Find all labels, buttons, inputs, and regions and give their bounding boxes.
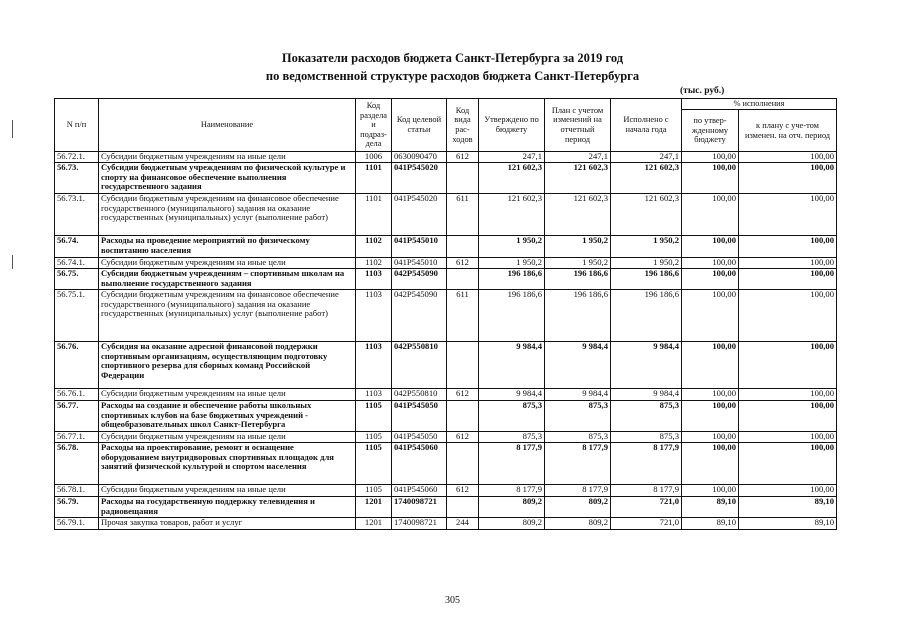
cell-kind: 612 [447, 389, 479, 401]
cell-approved: 1 950,2 [479, 258, 545, 269]
cell-num: 56.75. [55, 269, 99, 290]
cell-exec: 121 602,3 [611, 163, 682, 194]
cell-target: 1740098721 [392, 518, 447, 530]
cell-pct1: 100,00 [682, 342, 739, 389]
cell-target: 041P545020 [392, 163, 447, 194]
cell-kind [447, 342, 479, 389]
cell-pct1: 100,00 [682, 290, 739, 342]
cell-num: 56.77. [55, 401, 99, 432]
col-header-num: N п/п [55, 99, 99, 152]
col-header-pct-plan: к плану с уче-том изменен. на отч. период [739, 110, 837, 152]
cell-section: 1102 [356, 236, 392, 258]
cell-approved: 809,2 [479, 518, 545, 530]
cell-approved: 196 186,6 [479, 290, 545, 342]
cell-pct2: 89,10 [739, 518, 837, 530]
cell-name: Расходы на создание и обеспечение работы школьных спортивных клубов на базе бюджетных учреждений - общеобразовательных школ Санкт-Петербурга [99, 401, 356, 432]
cell-section: 1101 [356, 163, 392, 194]
cell-exec: 875,3 [611, 432, 682, 443]
cell-plan: 875,3 [545, 432, 611, 443]
cell-pct2: 100,00 [739, 290, 837, 342]
cell-pct1: 100,00 [682, 152, 739, 163]
table-row [55, 194, 837, 236]
table-row [55, 163, 837, 194]
cell-kind: 612 [447, 432, 479, 443]
cell-num: 56.77.1. [55, 432, 99, 443]
cell-exec: 9 984,4 [611, 389, 682, 401]
col-header-approved: Утверждено по бюджету [479, 99, 545, 152]
cell-pct1: 100,00 [682, 269, 739, 290]
cell-kind [447, 269, 479, 290]
scan-mark [12, 120, 13, 138]
table-row [55, 236, 837, 258]
cell-plan: 875,3 [545, 401, 611, 432]
cell-exec: 875,3 [611, 401, 682, 432]
cell-name: Субсидии бюджетным учреждениям на иные цели [99, 258, 356, 269]
cell-approved: 8 177,9 [479, 443, 545, 485]
page-number: 305 [445, 595, 460, 606]
cell-section: 1103 [356, 290, 392, 342]
cell-exec: 8 177,9 [611, 443, 682, 485]
cell-exec: 8 177,9 [611, 485, 682, 497]
cell-num: 56.79. [55, 497, 99, 518]
cell-name: Расходы на проектирование, ремонт и оснащение оборудованием внутридворовых спортивных площадок для занятий физической культурой и спортом населения [99, 443, 356, 485]
cell-target: 041P545010 [392, 236, 447, 258]
cell-pct2: 100,00 [739, 269, 837, 290]
cell-num: 56.76. [55, 342, 99, 389]
cell-kind: 612 [447, 152, 479, 163]
table-row [55, 342, 837, 389]
table-row [55, 389, 837, 401]
table-row [55, 290, 837, 342]
cell-kind: 611 [447, 290, 479, 342]
cell-exec: 121 602,3 [611, 194, 682, 236]
col-header-kind: Код вида рас-ходов [447, 99, 479, 152]
cell-name: Субсидии бюджетным учреждениям по физической культуре и спорту на финансовое обеспечение выполнения государственного задания [99, 163, 356, 194]
cell-target: 041P545050 [392, 432, 447, 443]
cell-section: 1201 [356, 518, 392, 530]
col-header-section: Код раздела и подраз-дела [356, 99, 392, 152]
cell-pct2: 100,00 [739, 432, 837, 443]
page-title: Показатели расходов бюджета Санкт-Петербурга за 2019 год [281, 51, 624, 65]
cell-pct2: 89,10 [739, 497, 837, 518]
cell-exec: 1 950,2 [611, 236, 682, 258]
cell-pct1: 100,00 [682, 389, 739, 401]
cell-target: 041P545050 [392, 401, 447, 432]
scan-mark [12, 255, 13, 269]
cell-target: 042P545090 [392, 290, 447, 342]
cell-plan: 196 186,6 [545, 269, 611, 290]
page-subtitle: по ведомственной структуре расходов бюджета Санкт-Петербурга [265, 69, 640, 83]
cell-num: 56.78.1. [55, 485, 99, 497]
cell-section: 1105 [356, 401, 392, 432]
cell-name: Расходы на государственную поддержку телевидения и радиовещания [99, 497, 356, 518]
cell-section: 1103 [356, 342, 392, 389]
cell-name: Расходы на проведение мероприятий по физическому воспитанию населения [99, 236, 356, 258]
cell-pct1: 100,00 [682, 194, 739, 236]
cell-pct2: 100,00 [739, 389, 837, 401]
cell-pct2: 100,00 [739, 401, 837, 432]
units-label: (тыс. руб.) [680, 86, 725, 96]
cell-plan: 196 186,6 [545, 290, 611, 342]
cell-kind [447, 163, 479, 194]
cell-plan: 247,1 [545, 152, 611, 163]
cell-approved: 121 602,3 [479, 194, 545, 236]
cell-name: Субсидии бюджетным учреждениям на финансовое обеспечение государственного (муниципального) задания на оказание государственных (муниципальных) услуг (выполнение работ) [99, 194, 356, 236]
cell-approved: 875,3 [479, 401, 545, 432]
cell-exec: 721,0 [611, 518, 682, 530]
cell-pct1: 89,10 [682, 518, 739, 530]
table-body [55, 152, 837, 530]
cell-pct2: 100,00 [739, 443, 837, 485]
cell-pct2: 100,00 [739, 258, 837, 269]
cell-plan: 9 984,4 [545, 389, 611, 401]
cell-exec: 721,0 [611, 497, 682, 518]
cell-name: Субсидия на оказание адресной финансовой поддержки спортивным организациям, осуществляющим подготовку спортивного резерва для сборных команд Российской Федерации [99, 342, 356, 389]
cell-target: 1740098721 [392, 497, 447, 518]
cell-name: Субсидии бюджетным учреждениям на иные цели [99, 432, 356, 443]
cell-plan: 809,2 [545, 518, 611, 530]
cell-pct1: 100,00 [682, 258, 739, 269]
col-header-pct-group: % исполнения [682, 99, 837, 110]
cell-num: 56.78. [55, 443, 99, 485]
cell-num: 56.79.1. [55, 518, 99, 530]
table-row [55, 401, 837, 432]
cell-pct1: 100,00 [682, 485, 739, 497]
cell-pct2: 100,00 [739, 485, 837, 497]
cell-pct2: 100,00 [739, 194, 837, 236]
cell-pct1: 100,00 [682, 236, 739, 258]
table-row [55, 485, 837, 497]
col-header-name: Наименование [99, 99, 356, 152]
cell-approved: 9 984,4 [479, 389, 545, 401]
cell-section: 1201 [356, 497, 392, 518]
col-header-exec: Исполнено с начала года [611, 99, 682, 152]
cell-exec: 247,1 [611, 152, 682, 163]
cell-target: 0630090470 [392, 152, 447, 163]
cell-approved: 8 177,9 [479, 485, 545, 497]
cell-name: Субсидии бюджетным учреждениям на иные цели [99, 389, 356, 401]
col-header-target: Код целевой статьи [392, 99, 447, 152]
cell-num: 56.74. [55, 236, 99, 258]
col-header-pct-approved: по утвер-жденному бюджету [682, 110, 739, 152]
cell-exec: 196 186,6 [611, 269, 682, 290]
table-row [55, 258, 837, 269]
cell-pct2: 100,00 [739, 342, 837, 389]
cell-section: 1105 [356, 485, 392, 497]
cell-num: 56.73. [55, 163, 99, 194]
cell-plan: 8 177,9 [545, 485, 611, 497]
cell-plan: 8 177,9 [545, 443, 611, 485]
cell-plan: 9 984,4 [545, 342, 611, 389]
cell-approved: 121 602,3 [479, 163, 545, 194]
cell-section: 1101 [356, 194, 392, 236]
cell-approved: 1 950,2 [479, 236, 545, 258]
cell-target: 042P545090 [392, 269, 447, 290]
cell-kind: 611 [447, 194, 479, 236]
table-row [55, 518, 837, 530]
cell-pct1: 89,10 [682, 497, 739, 518]
cell-approved: 809,2 [479, 497, 545, 518]
cell-target: 041P545020 [392, 194, 447, 236]
cell-target: 041P545060 [392, 485, 447, 497]
cell-kind: 612 [447, 485, 479, 497]
table-row [55, 152, 837, 163]
cell-section: 1102 [356, 258, 392, 269]
cell-kind: 612 [447, 258, 479, 269]
cell-kind: 244 [447, 518, 479, 530]
col-header-plan: План с учетом изменений на отчетный период [545, 99, 611, 152]
cell-approved: 9 984,4 [479, 342, 545, 389]
cell-kind [447, 236, 479, 258]
cell-pct1: 100,00 [682, 432, 739, 443]
cell-approved: 247,1 [479, 152, 545, 163]
cell-section: 1105 [356, 432, 392, 443]
cell-approved: 196 186,6 [479, 269, 545, 290]
cell-target: 041P545010 [392, 258, 447, 269]
cell-name: Субсидии бюджетным учреждениям на финансовое обеспечение государственного (муниципального) задания на оказание государственных (муниципальных) услуг (выполнение работ) [99, 290, 356, 342]
cell-plan: 1 950,2 [545, 236, 611, 258]
table-row [55, 443, 837, 485]
cell-exec: 9 984,4 [611, 342, 682, 389]
cell-exec: 196 186,6 [611, 290, 682, 342]
cell-num: 56.72.1. [55, 152, 99, 163]
cell-name: Субсидии бюджетным учреждениям на иные цели [99, 485, 356, 497]
cell-num: 56.73.1. [55, 194, 99, 236]
cell-section: 1105 [356, 443, 392, 485]
cell-pct1: 100,00 [682, 163, 739, 194]
table-row [55, 432, 837, 443]
table-row [55, 269, 837, 290]
cell-plan: 121 602,3 [545, 163, 611, 194]
cell-plan: 121 602,3 [545, 194, 611, 236]
cell-plan: 809,2 [545, 497, 611, 518]
cell-pct2: 100,00 [739, 152, 837, 163]
cell-kind [447, 401, 479, 432]
cell-num: 56.74.1. [55, 258, 99, 269]
cell-plan: 1 950,2 [545, 258, 611, 269]
cell-pct2: 100,00 [739, 163, 837, 194]
cell-num: 56.75.1. [55, 290, 99, 342]
cell-num: 56.76.1. [55, 389, 99, 401]
cell-target: 041P545060 [392, 443, 447, 485]
cell-kind [447, 443, 479, 485]
cell-pct1: 100,00 [682, 401, 739, 432]
cell-approved: 875,3 [479, 432, 545, 443]
table-row [55, 497, 837, 518]
cell-pct2: 100,00 [739, 236, 837, 258]
cell-name: Субсидии бюджетным учреждениям – спортивным школам на выполнение государственного задания [99, 269, 356, 290]
cell-section: 1006 [356, 152, 392, 163]
cell-kind [447, 497, 479, 518]
cell-section: 1103 [356, 389, 392, 401]
cell-target: 042P550810 [392, 389, 447, 401]
cell-name: Субсидии бюджетным учреждениям на иные цели [99, 152, 356, 163]
expenses-table [54, 98, 837, 530]
cell-name: Прочая закупка товаров, работ и услуг [99, 518, 356, 530]
cell-pct1: 100,00 [682, 443, 739, 485]
cell-exec: 1 950,2 [611, 258, 682, 269]
cell-section: 1103 [356, 269, 392, 290]
cell-target: 042P550810 [392, 342, 447, 389]
